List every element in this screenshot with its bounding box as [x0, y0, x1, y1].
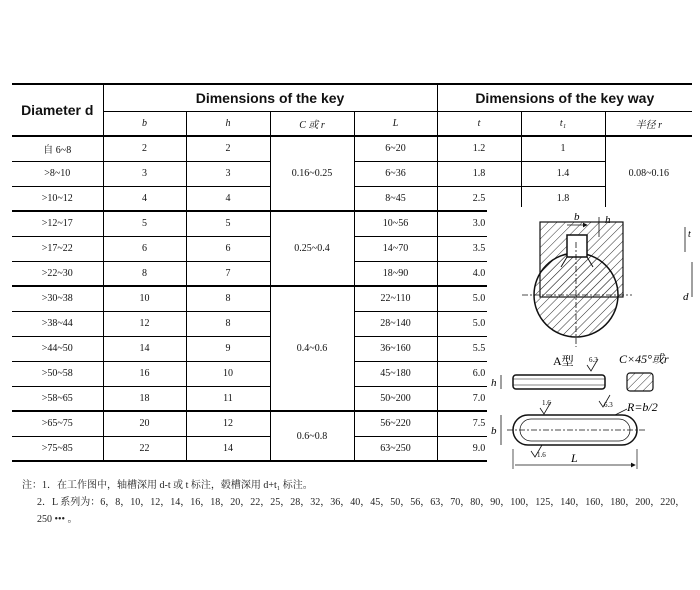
cell-L: 6~36 — [354, 161, 437, 186]
radius-label: R=b/2 — [627, 400, 658, 414]
cell-diameter: >65~75 — [12, 411, 103, 436]
cell-h: 8 — [186, 286, 270, 311]
cell-h: 2 — [186, 136, 270, 161]
cell-t: 1.8 — [437, 161, 521, 186]
cell-diameter: >30~38 — [12, 286, 103, 311]
cell-diameter: >10~12 — [12, 186, 103, 211]
roughness-mark-1: 6.3 — [589, 356, 598, 364]
cell-b: 5 — [103, 211, 186, 236]
cell-h: 5 — [186, 211, 270, 236]
cell-b: 4 — [103, 186, 186, 211]
cell-L: 22~110 — [354, 286, 437, 311]
cell-b: 14 — [103, 336, 186, 361]
cell-c-merged: 0.16~0.25 — [270, 136, 354, 211]
cell-b: 10 — [103, 286, 186, 311]
cell-t: 3.0 — [437, 211, 521, 236]
col-header-t: t — [437, 111, 521, 136]
column-header-row — [12, 111, 692, 136]
roughness-mark-4: 1.6 — [537, 451, 546, 459]
cell-L: 45~180 — [354, 361, 437, 386]
cell-L: 50~200 — [354, 386, 437, 411]
cell-h: 6 — [186, 236, 270, 261]
note-line-2: 2．L 系列为：6，8，10，12，14，16，18，20，22，25，28，32，36，40，45，50，56，63，70，80，90，100，125，140，160，180，200，220，250 ••• 。 — [37, 497, 686, 525]
cell-h: 9 — [186, 336, 270, 361]
cell-L: 28~140 — [354, 311, 437, 336]
cell-L: 36~160 — [354, 336, 437, 361]
keyway-dimensions-header: Dimensions of the key way — [437, 84, 692, 111]
cell-L: 8~45 — [354, 186, 437, 211]
col-header-t1: t₁ — [521, 111, 605, 136]
cell-diameter: >38~44 — [12, 311, 103, 336]
col-header-radius: 半径 r — [605, 111, 692, 136]
cell-t: 1.2 — [437, 136, 521, 161]
table-row — [12, 136, 692, 161]
cell-b: 18 — [103, 386, 186, 411]
cell-t: 3.5 — [437, 236, 521, 261]
cell-b: 6 — [103, 236, 186, 261]
cell-b: 22 — [103, 436, 186, 461]
col-header-L: L — [354, 111, 437, 136]
cell-b: 3 — [103, 161, 186, 186]
cell-c-merged: 0.6~0.8 — [270, 411, 354, 461]
cell-diameter: >58~65 — [12, 386, 103, 411]
cell-diameter: 自 6~8 — [12, 136, 103, 161]
cell-b: 8 — [103, 261, 186, 286]
cell-t: 6.0 — [437, 361, 521, 386]
group-header-row — [12, 84, 692, 111]
cell-diameter: >12~17 — [12, 211, 103, 236]
roughness-mark-3: 6.3 — [604, 401, 613, 409]
cell-t: 5.5 — [437, 336, 521, 361]
cell-h: 11 — [186, 386, 270, 411]
roughness-mark-2: 1.6 — [542, 399, 551, 407]
cell-diameter: >50~58 — [12, 361, 103, 386]
cell-t: 2.5 — [437, 186, 521, 211]
length-label: L — [571, 451, 578, 465]
dim-h-label: h — [605, 214, 611, 226]
cell-t1: 1 — [521, 136, 605, 161]
keyway-drawing-svg — [487, 207, 700, 479]
cell-L: 63~250 — [354, 436, 437, 461]
key-dimensions-header: Dimensions of the key — [103, 84, 437, 111]
col-header-b: b — [103, 111, 186, 136]
col-header-h: h — [186, 111, 270, 136]
cell-h: 12 — [186, 411, 270, 436]
table-notes — [22, 477, 692, 528]
side-h-label: h — [491, 377, 497, 389]
cell-c-merged: 0.4~0.6 — [270, 286, 354, 411]
cell-t: 5.0 — [437, 311, 521, 336]
cell-L: 10~56 — [354, 211, 437, 236]
cell-t: 7.5 — [437, 411, 521, 436]
cell-c-merged: 0.25~0.4 — [270, 211, 354, 286]
cell-L: 18~90 — [354, 261, 437, 286]
key-type-label: A型 — [553, 354, 574, 368]
cell-h: 7 — [186, 261, 270, 286]
cell-t: 9.0 — [437, 436, 521, 461]
cell-L: 6~20 — [354, 136, 437, 161]
cell-t1: 1.8 — [521, 186, 605, 211]
cell-b: 2 — [103, 136, 186, 161]
cell-t1: 1.4 — [521, 161, 605, 186]
cell-diameter: >75~85 — [12, 436, 103, 461]
key-top-view — [491, 395, 658, 469]
cell-L: 14~70 — [354, 236, 437, 261]
note-line-1: 注：1．在工作图中，轴槽深用 d-t 或 t 标注，毂槽深用 d+t₁ 标注。 — [22, 480, 313, 491]
cell-r-merged: 0.08~0.16 — [605, 136, 692, 211]
cell-L: 56~220 — [354, 411, 437, 436]
col-header-c: C 或 r — [270, 111, 354, 136]
cell-b: 12 — [103, 311, 186, 336]
chamfer-label: C×45°或r — [619, 352, 669, 366]
key-side-view — [491, 352, 669, 391]
cell-t: 4.0 — [437, 261, 521, 286]
cell-diameter: >22~30 — [12, 261, 103, 286]
dim-t-label: t — [688, 229, 691, 240]
cell-diameter: >8~10 — [12, 161, 103, 186]
cell-diameter: >17~22 — [12, 236, 103, 261]
cell-h: 4 — [186, 186, 270, 211]
diameter-header: Diameter d — [12, 84, 103, 136]
cell-h: 3 — [186, 161, 270, 186]
cell-b: 20 — [103, 411, 186, 436]
dim-b-label: b — [574, 211, 580, 223]
cell-diameter: >44~50 — [12, 336, 103, 361]
side-b-label: b — [491, 425, 497, 437]
cell-h: 8 — [186, 311, 270, 336]
cell-h: 14 — [186, 436, 270, 461]
hub-section — [522, 222, 632, 347]
keyway-drawing — [487, 207, 700, 479]
cell-t: 5.0 — [437, 286, 521, 311]
cell-h: 10 — [186, 361, 270, 386]
dim-d-label: d — [683, 291, 689, 303]
cell-t: 7.0 — [437, 386, 521, 411]
cell-b: 16 — [103, 361, 186, 386]
